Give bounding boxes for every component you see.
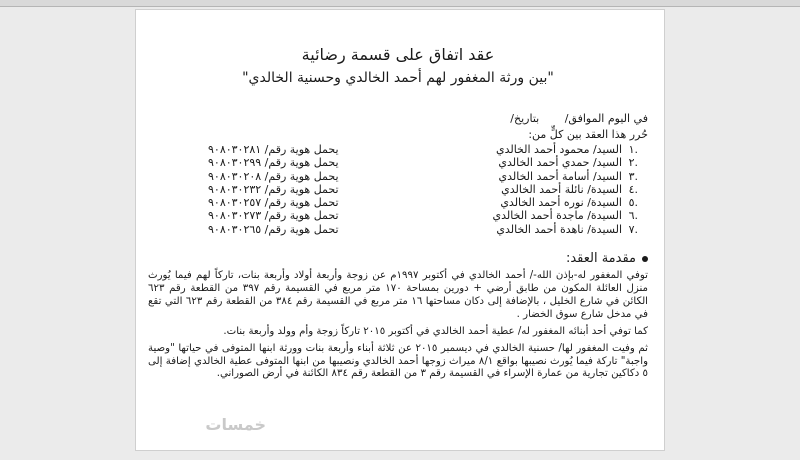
party-row — [148, 196, 638, 209]
party-name: السيدة/ ماجدة أحمد الخالدي — [492, 209, 622, 223]
party-number: .٧ — [628, 222, 638, 236]
party-number: .٦ — [628, 209, 638, 223]
date-line — [148, 112, 648, 126]
party-number: .٥ — [628, 196, 638, 210]
party-id: يحمل هوية رقم/ ٩٠٨٠٣٠٢٩٩ — [208, 156, 339, 170]
viewer-top-bar — [0, 0, 800, 7]
party-name: السيد/ حمدي أحمد الخالدي — [498, 156, 622, 170]
document-subtitle: "بين ورثة المغفور لهم أحمد الخالدي وحسنية الخالدي" — [242, 70, 554, 86]
bullet-icon — [642, 256, 648, 262]
party-number: .٣ — [628, 169, 638, 183]
party-row — [148, 170, 638, 183]
document-content — [148, 44, 648, 381]
paragraph: توفي المغفور له-بإذن الله-/ أحمد الخالدي في أكتوبر ١٩٩٧م عن زوجة وأربعة أولاد وأربعة بنات، تاركاً لهم فيما يُورث منزل العائلة المكون من طابق أرضي + دورين بمساحة ١٧٠ متر مربع في القسيمة رقم ٣٩٧ من القطعة رقم ٦٢٣ الكائن في شارع الخليل ، بالإضافة إلى دكان مساحتها ١٦ متر مربع في القسيمة رقم ٣٨٤ من القطعة رقم ٦٢٣ التي تقع في مدخل شارع سوق الخضار . — [148, 270, 649, 320]
party-id: تحمل هوية رقم/ ٩٠٨٠٣٠٢٦٥ — [208, 222, 339, 236]
party-row — [148, 223, 638, 236]
paragraph: ثم وفيت المغفور لها/ حسنية الخالدي في ديسمبر ٢٠١٥ عن ثلاثة أبناء وأربعة بنات وورثة ابنها المتوفى في حياتها "وصية واجبة" تاركة فيما يُورث نصيبها بواقع ٨/١ ميراث زوجها أحمد الخالدي ونصيبها من ابنها المتوفى عطية الخالدي إضافة إلى ٥ دكاكين تجارية من عمارة الإسراء في القسيمة رقم ٣ من القطعة رقم ٨٣٤ الكائنة في أرض الصوراني. — [148, 342, 648, 380]
section-title-text: مقدمة العقد: — [565, 251, 636, 267]
paragraph: كما توفي أحد أبنائه المغفور له/ عطية أحمد الخالدي في أكتوبر ٢٠١٥ تاركاً زوجة وأم وولد وأربعة بنات. — [223, 325, 648, 337]
party-number: .٤ — [628, 182, 638, 196]
party-row — [148, 209, 638, 222]
watermark-logo: خمسات — [205, 415, 266, 434]
party-row — [148, 156, 638, 169]
party-id: تحمل هوية رقم/ ٩٠٨٠٣٠٢٧٣ — [208, 209, 339, 223]
party-name: السيد/ محمود أحمد الخالدي — [495, 143, 622, 156]
party-row — [148, 143, 638, 156]
party-number: .٢ — [628, 156, 638, 170]
date-day-label: في اليوم الموافق/ — [564, 112, 648, 125]
party-number: .١ — [628, 143, 638, 156]
party-id: يحمل هوية رقم/ ٩٠٨٠٣٠٢٠٨ — [208, 169, 339, 183]
party-name: السيد/ أسامة أحمد الخالدي — [498, 169, 622, 183]
party-id: تحمل هوية رقم/ ٩٠٨٠٣٠٢٣٢ — [208, 182, 339, 196]
party-name: السيدة/ نوره أحمد الخالدي — [500, 196, 622, 210]
party-id: يحمل هوية رقم/ ٩٠٨٠٣٠٢٨١ — [208, 143, 339, 156]
party-id: تحمل هوية رقم/ ٩٠٨٠٣٠٢٥٧ — [208, 196, 339, 210]
parties-list — [148, 143, 648, 236]
document-title: عقد اتفاق على قسمة رضائية — [301, 45, 495, 64]
contract-intro-heading — [148, 250, 648, 268]
date-label: بتاريخ/ — [510, 112, 540, 125]
parties-intro: حُرر هذا العقد بين كلٍّ من: — [528, 128, 648, 141]
party-name: السيدة/ ناهدة أحمد الخالدي — [496, 222, 622, 236]
party-row — [148, 183, 638, 196]
party-name: السيدة/ نائلة أحمد الخالدي — [501, 182, 622, 196]
document-page — [136, 10, 664, 450]
